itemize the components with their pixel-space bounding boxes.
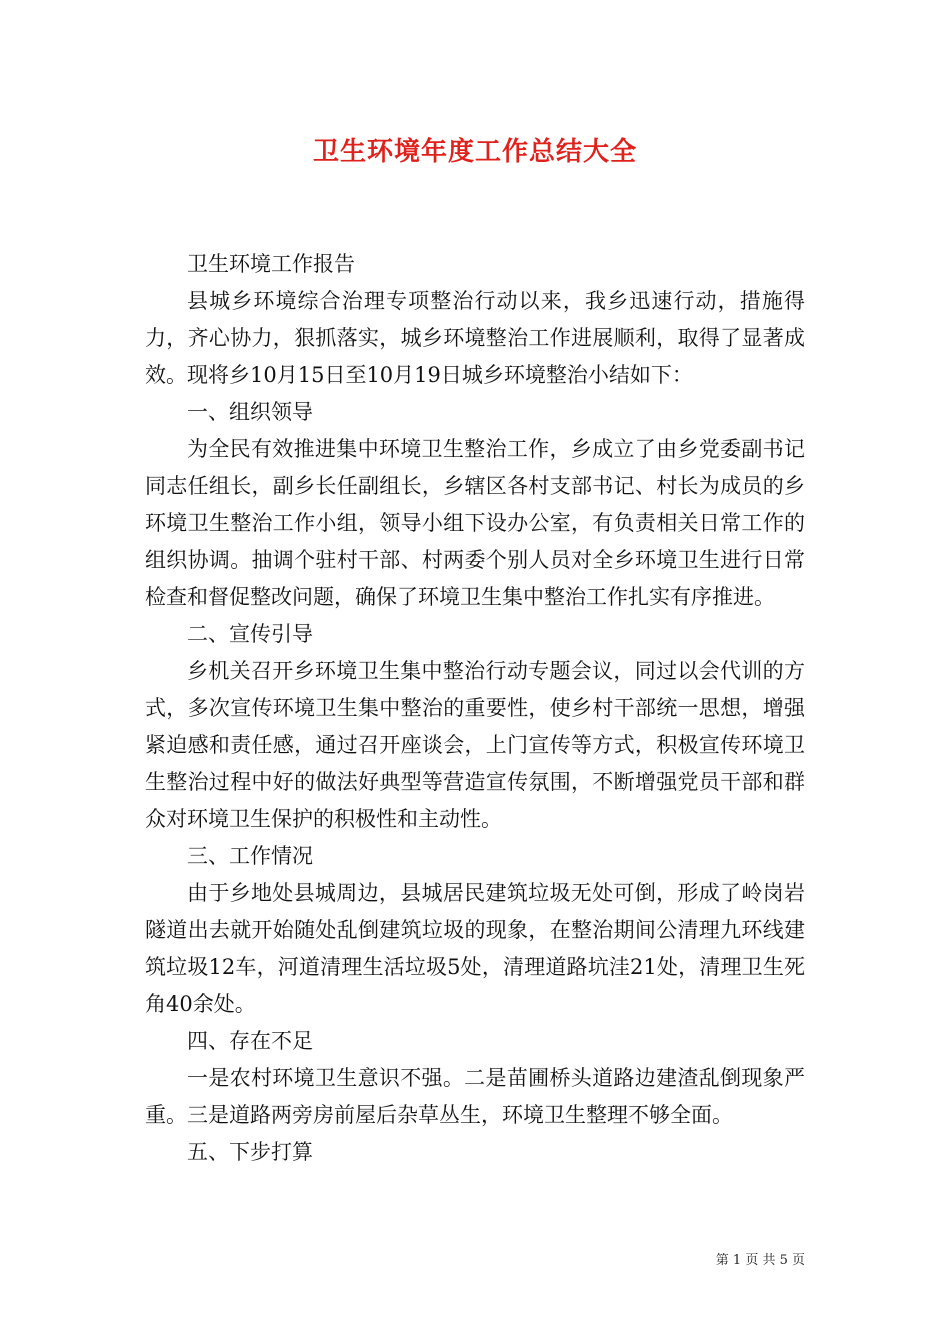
- section-heading-publicity: 二、宣传引导: [187, 622, 313, 646]
- page-number-footer: 第 1 页 共 5 页: [715, 1253, 805, 1268]
- section-heading-next-steps: 五、下步打算: [187, 1140, 313, 1164]
- paragraph-report-heading: 卫生环境工作报告: [187, 252, 355, 276]
- document-body: [145, 246, 805, 1171]
- document-title: 卫生环境年度工作总结大全: [312, 137, 637, 167]
- paragraph-publicity: 乡机关召开乡环境卫生集中整治行动专题会议，同过以会代训的方式，多次宣传环境卫生集中整治的重要性，使乡村干部统一思想，增强紧迫感和责任感，通过召开座谈会，上门宣传等方式，积极宣传环境卫生整治过程中好的做法好典型等营造宣传氛围，不断增强党员干部和群众对环境卫生保护的积极性和主动性。: [145, 659, 805, 831]
- paragraph-shortcomings: 一是农村环境卫生意识不强。二是苗圃桥头道路边建渣乱倒现象严重。三是道路两旁房前屋后杂草丛生，环境卫生整理不够全面。: [145, 1066, 805, 1127]
- section-heading-work-status: 三、工作情况: [187, 844, 313, 868]
- paragraph-intro: 县城乡环境综合治理专项整治行动以来，我乡迅速行动，措施得力，齐心协力，狠抓落实，城乡环境整治工作进展顺利，取得了显著成效。现将乡10月15日至10月19日城乡环境整治小结如下：: [145, 289, 805, 387]
- paragraph-organization: 为全民有效推进集中环境卫生整治工作，乡成立了由乡党委副书记同志任组长，副乡长任副组长，乡辖区各村支部书记、村长为成员的乡环境卫生整治工作小组，领导小组下设办公室，有负责相关日常工作的组织协调。抽调个驻村干部、村两委个别人员对全乡环境卫生进行日常检查和督促整改问题，确保了环境卫生集中整治工作扎实有序推进。: [145, 437, 805, 609]
- paragraph-work-status: 由于乡地处县城周边，县城居民建筑垃圾无处可倒，形成了岭岗岩隧道出去就开始随处乱倒建筑垃圾的现象，在整治期间公清理九环线建筑垃圾12车，河道清理生活垃圾5处，清理道路坑洼21处，清理卫生死角40余处。: [145, 881, 805, 1016]
- section-heading-shortcomings: 四、存在不足: [187, 1029, 313, 1053]
- section-heading-organization: 一、组织领导: [187, 400, 313, 424]
